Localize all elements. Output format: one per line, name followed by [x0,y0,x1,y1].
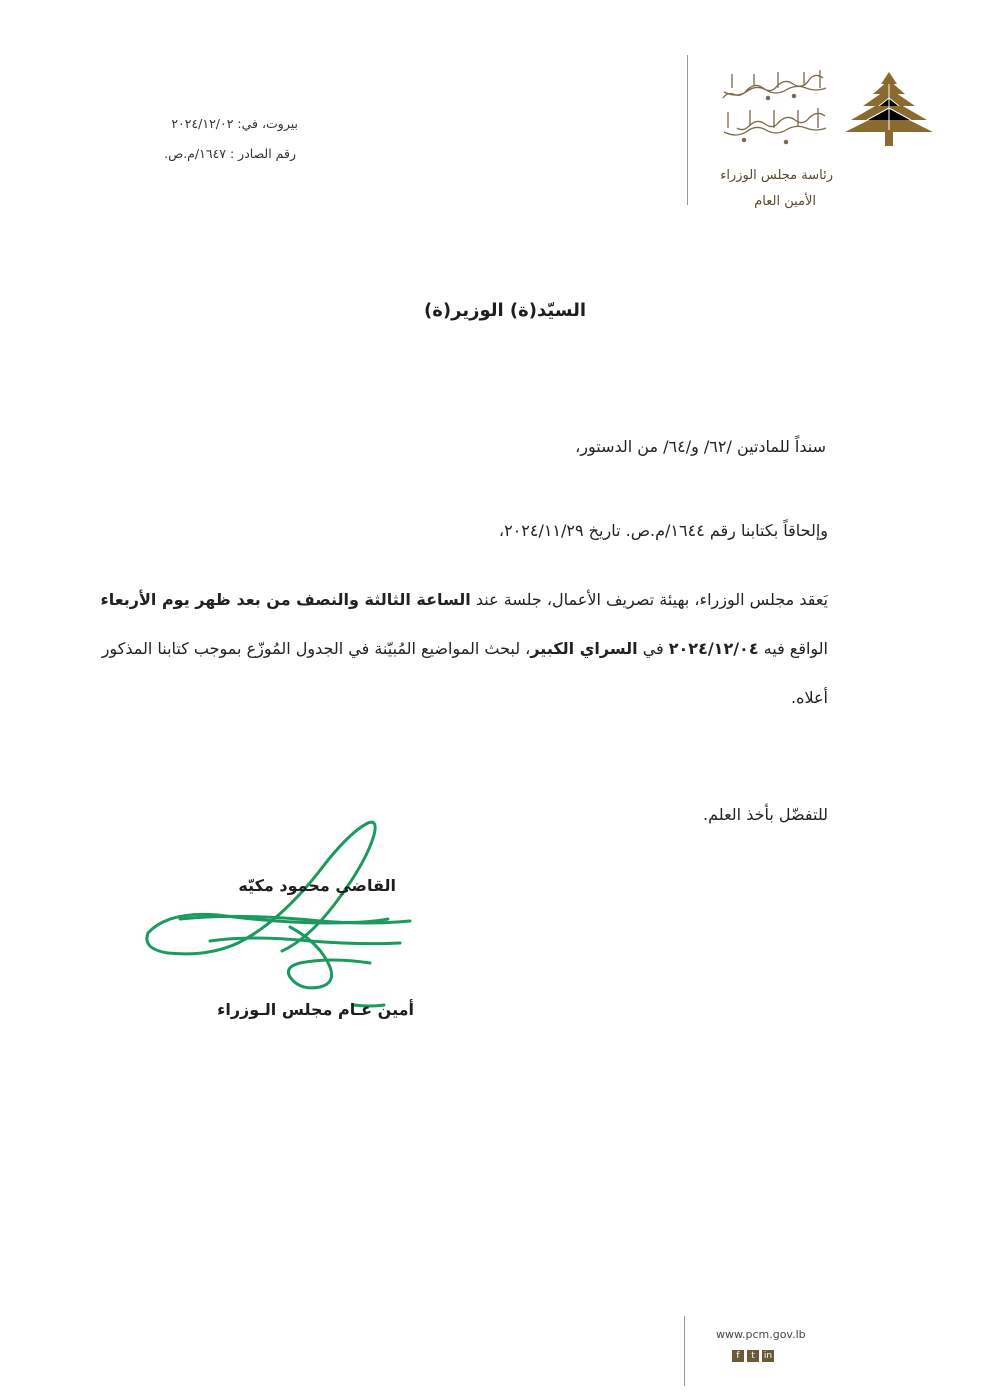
session-text: ، لبحث المواضيع المُبيّنة في الجدول المُوزّع بموجب كتابنا المذكور أعلاه. [101,639,828,707]
paragraph-reference: وإلحاقاً بكتابنا رقم ١٦٤٤/م.ص. تاريخ ٢٠٢٤/١١/٢٩، [498,521,828,540]
session-text: يَعقد مجلس الوزراء، بهيئة تصريف الأعمال، جلسة عند [470,590,828,609]
closing-line: للتفضّل بأخذ العلم. [703,805,828,824]
signatory-title: أمين عـام مجلس الـوزراء [217,1000,414,1019]
paragraph-session [88,575,828,722]
session-text: في [637,639,669,658]
twitter-icon[interactable]: t [747,1350,759,1362]
cedar-tree-icon [843,70,935,148]
office-name: رئاسة مجلس الوزراء [720,168,833,183]
footer-divider [684,1316,685,1386]
session-location: السراي الكبير [530,639,638,658]
linkedin-icon[interactable]: in [763,1351,773,1361]
session-date: ٢٠٢٤/١٢/٠٤ [668,639,759,658]
session-time: الساعة الثالثة والنصف من بعد ظهر يوم الأربعاء [100,590,471,609]
signatory-name: القاضي محمود مكيّه [238,876,396,895]
session-text: الواقع فيه [758,639,828,658]
social-links [732,1350,774,1362]
letter-date: بيروت، في: ٢٠٢٤/١٢/٠٢ [171,116,298,131]
website-link[interactable]: www.pcm.gov.lb [716,1328,806,1341]
emblem-calligraphy [708,66,836,158]
salutation: السيّد(ة) الوزير(ة) [424,300,586,321]
facebook-icon[interactable]: f [732,1350,744,1362]
paragraph-constitution: سنداً للمادتين /٦٢/ و/٦٤/ من الدستور، [575,437,826,456]
office-subtitle: الأمين العام [754,194,816,209]
letterhead-divider [687,55,688,205]
reference-number: رقم الصادر : ١٦٤٧/م.ص. [164,146,296,161]
